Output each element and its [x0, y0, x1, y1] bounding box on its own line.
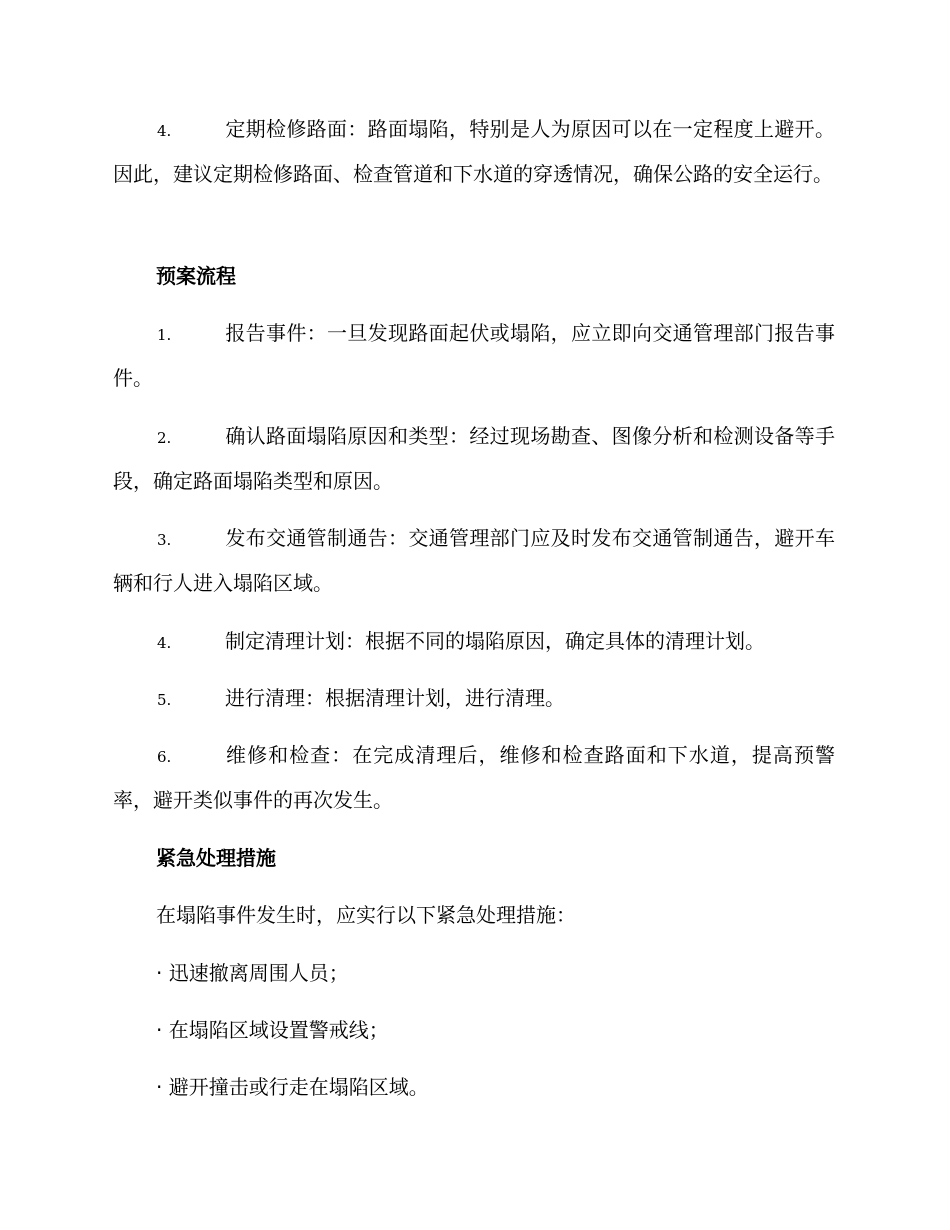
list-item-text: 进行清理：根据清理计划，进行清理。	[225, 686, 565, 710]
list-item	[113, 620, 835, 665]
bullet-item: · 迅速撤离周围人员；	[156, 961, 349, 985]
list-item	[113, 312, 835, 399]
section-heading-emergency: 紧急处理措施	[156, 846, 276, 870]
list-item	[113, 517, 835, 604]
list-item-text: 确认路面塌陷原因和类型：经过现场勘查、图像分析和检测设备等手段，确定路面塌陷类型和原因。	[113, 424, 835, 493]
list-item-number: 6.	[157, 748, 172, 766]
intro-text: 在塌陷事件发生时，应实行以下紧急处理措施：	[156, 903, 576, 927]
list-item-text: 发布交通管制通告：交通管理部门应及时发布交通管制通告，避开车辆和行人进入塌陷区域。	[113, 526, 835, 595]
list-item-number: 3.	[157, 531, 172, 549]
list-item-number: 2.	[157, 429, 172, 447]
list-item-text: 报告事件：一旦发现路面起伏或塌陷，应立即向交通管理部门报告事件。	[113, 321, 835, 390]
list-item-number: 4.	[157, 122, 172, 140]
list-item-number: 1.	[157, 326, 172, 344]
list-item	[113, 734, 835, 821]
list-item-text: 维修和检查：在完成清理后，维修和检查路面和下水道，提高预警率，避开类似事件的再次发生。	[113, 743, 835, 812]
list-item-number: 5.	[157, 691, 172, 709]
list-item	[113, 415, 835, 502]
list-item	[113, 108, 835, 195]
list-item-number: 4.	[157, 634, 172, 652]
bullet-item: · 避开撞击或行走在塌陷区域。	[156, 1075, 429, 1099]
list-item-text: 定期检修路面：路面塌陷，特别是人为原因可以在一定程度上避开。因此，建议定期检修路面、检查管道和下水道的穿透情况，确保公路的安全运行。	[113, 117, 835, 186]
bullet-item: · 在塌陷区域设置警戒线；	[156, 1018, 389, 1042]
list-item-text: 制定清理计划：根据不同的塌陷原因，确定具体的清理计划。	[225, 629, 765, 653]
list-item	[113, 677, 835, 722]
section-heading-plan: 预案流程	[156, 264, 236, 288]
